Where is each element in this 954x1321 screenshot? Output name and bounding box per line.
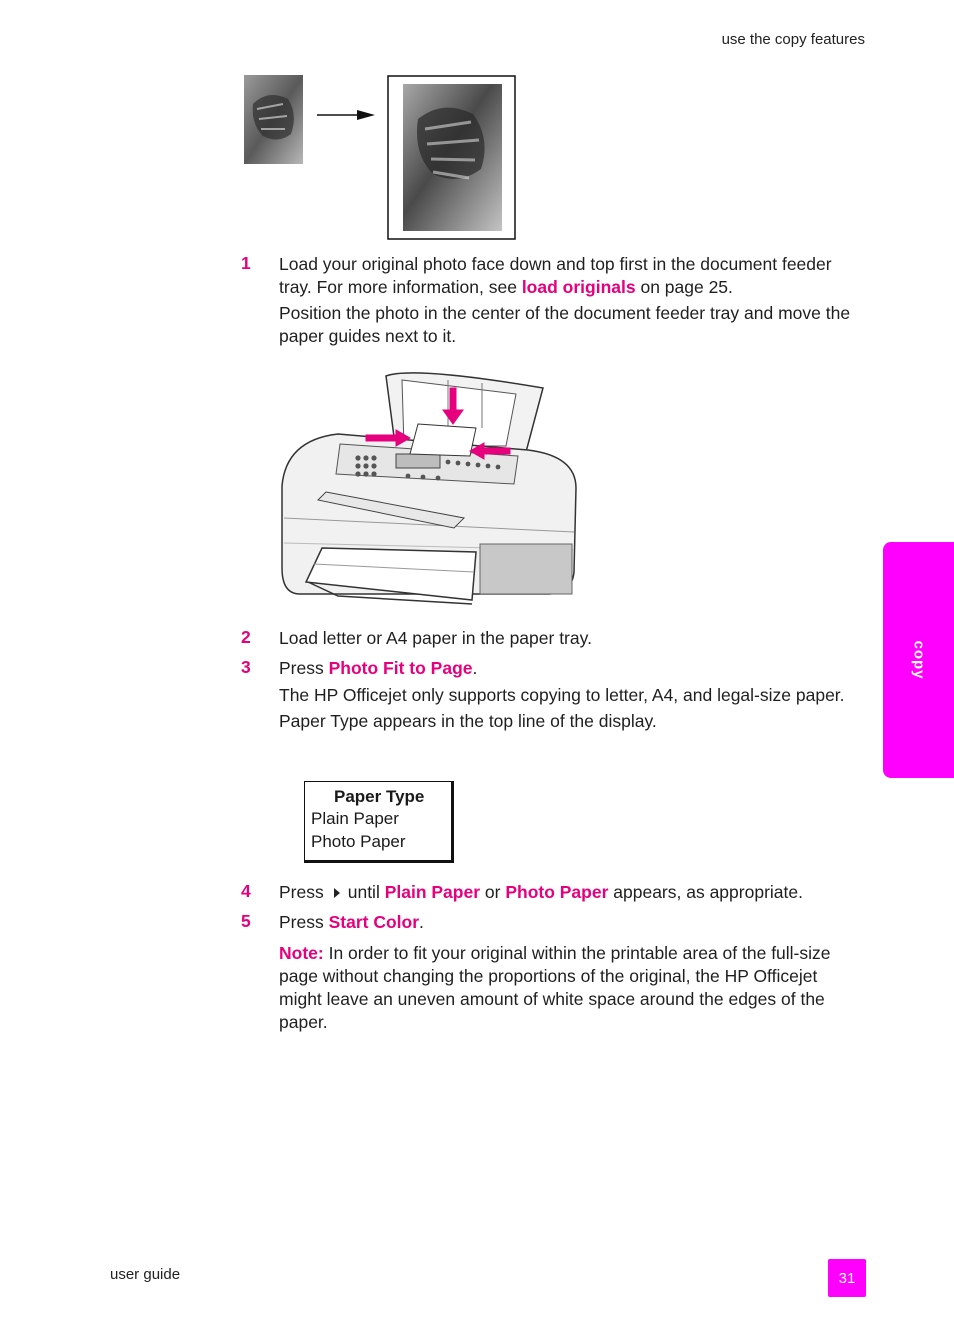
step-1-line-1: Load your original photo face down and top first in the document feeder: [279, 254, 832, 274]
photo-fit-to-page-button-ref: Photo Fit to Page: [328, 658, 473, 678]
step-2-text: Load letter or A4 paper in the paper tray.: [279, 628, 592, 648]
footer-title: user guide: [110, 1266, 181, 1283]
display-line-3: Photo Paper: [311, 832, 406, 851]
printer-illustration: [278, 368, 580, 612]
step-5-text: Press Start Color.: [279, 912, 424, 932]
step-3-note-2: Paper Type appears in the top line of the display.: [279, 711, 657, 731]
section-tab-copy: [883, 542, 954, 778]
page-number: 31: [828, 1259, 866, 1297]
step-3-note-1: The HP Officejet only supports copying to letter, A4, and legal-size paper.: [279, 685, 845, 705]
note-label: Note:: [279, 943, 324, 963]
arrow-icon: [317, 110, 375, 120]
step-3-number: 3: [241, 657, 251, 677]
step-1-text: [279, 253, 879, 299]
running-header: use the copy features: [721, 31, 865, 48]
step-2-number: 2: [241, 627, 251, 647]
step-4-text: Press until Plain Paper or Photo Paper appears, as appropriate.: [279, 882, 803, 902]
load-originals-link[interactable]: load originals: [521, 277, 636, 297]
photo-fit-illustration: [243, 74, 523, 244]
photo-paper-option-ref: Photo Paper: [505, 882, 609, 902]
right-arrow-icon: [334, 888, 340, 898]
display-line-1: Paper Type: [334, 787, 425, 806]
original-photo-thumbnail: [244, 75, 303, 164]
step-4-number: 4: [241, 881, 251, 901]
display-panel: [304, 781, 454, 863]
display-line-2: Plain Paper: [311, 809, 399, 828]
step-3-text: Press Photo Fit to Page.: [279, 658, 478, 678]
plain-paper-option-ref: Plain Paper: [384, 882, 481, 902]
step-1-number: 1: [241, 253, 251, 273]
step-1-line-2: tray. For more information, see load originals on page 25.: [279, 277, 733, 297]
step-1-subtext: Position the photo in the center of the document feeder tray and move the paper guides next to it.: [279, 303, 851, 346]
full-page-copy: [388, 76, 515, 239]
start-color-button-ref: Start Color: [328, 912, 420, 932]
note-block: Note: In order to fit your original within the printable area of the full-size page without changing the proportions of the original, the HP Officejet might leave an uneven amount of white space around the edges of the paper.: [279, 943, 831, 1032]
section-tab-label: copy: [910, 640, 927, 680]
step-5-number: 5: [241, 911, 251, 931]
